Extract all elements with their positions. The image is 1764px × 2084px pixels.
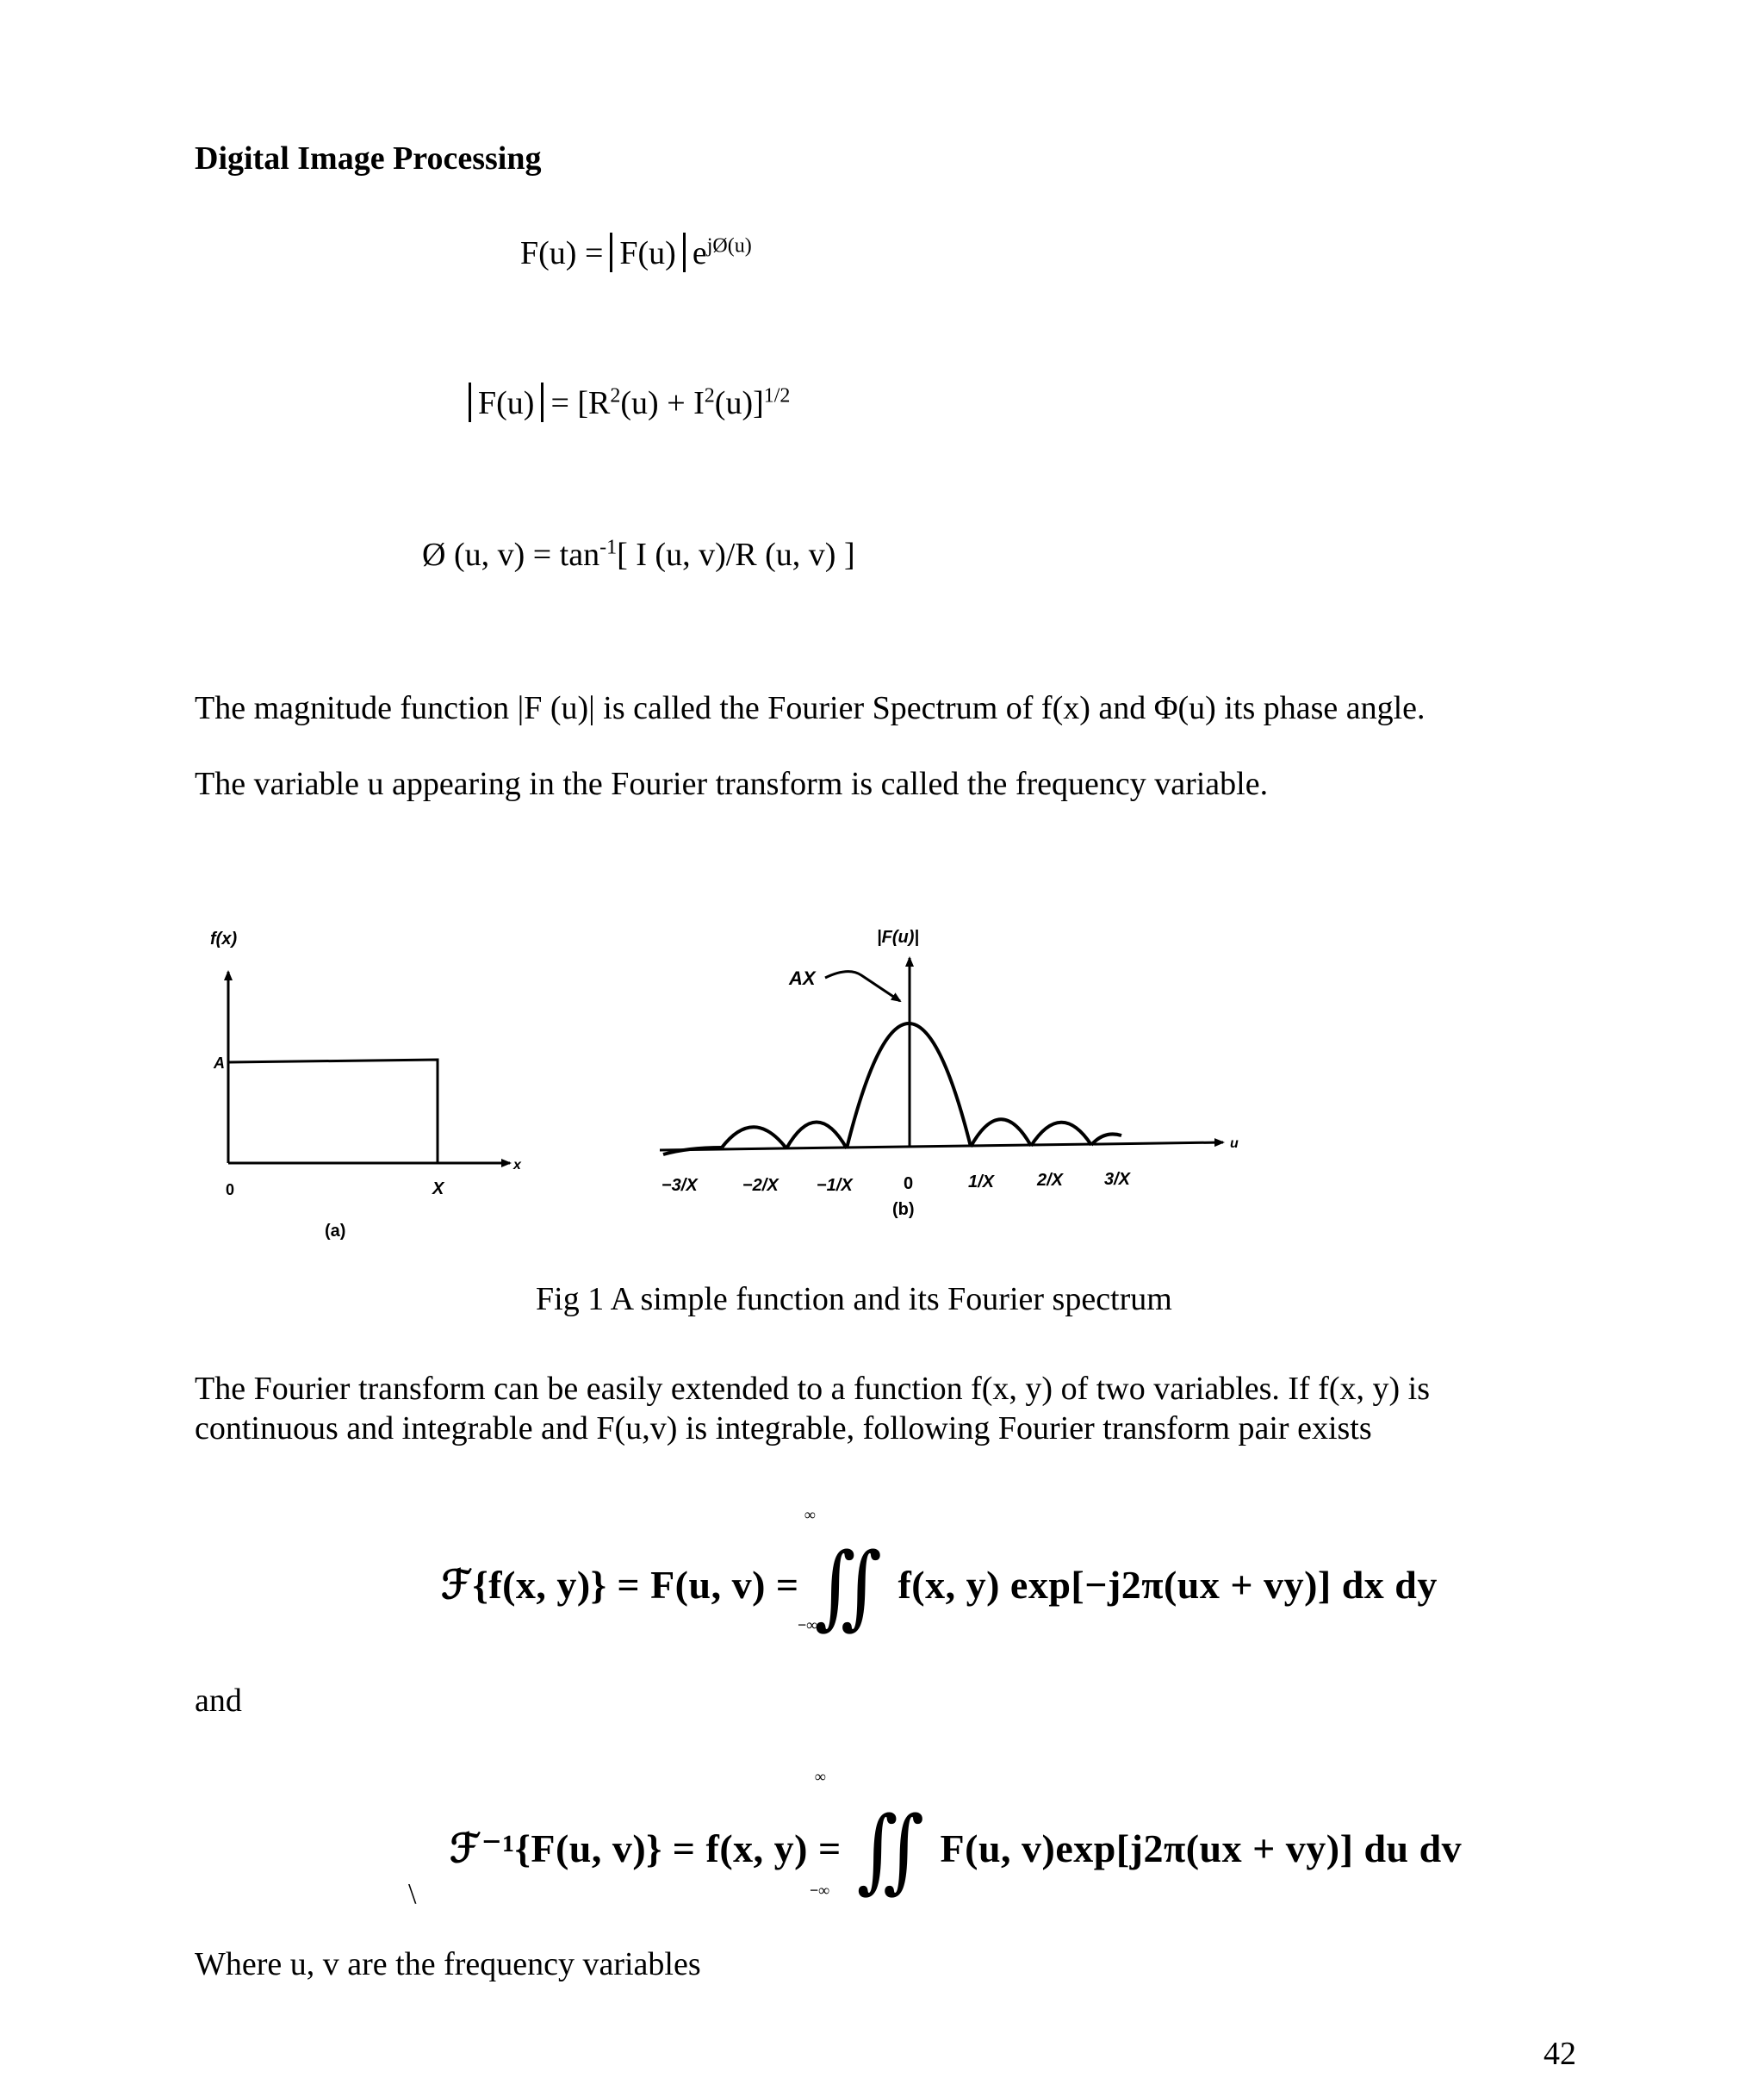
eq2-rhs-a: = [R — [550, 385, 611, 421]
eq2-rhs-c: (u)] — [714, 385, 764, 421]
abs-bar-left — [610, 233, 612, 272]
forward-lhs: ℱ{f(x, y)} = F(u, v) = — [441, 1563, 799, 1607]
abs-bar-left — [469, 383, 471, 422]
label-Fu: |F(u)| — [877, 928, 919, 947]
eq2-mid: F(u) — [478, 385, 535, 421]
abs-bar-right — [541, 383, 543, 422]
label-X: X — [432, 1179, 444, 1198]
inverse-lower-limit: −∞ — [810, 1882, 830, 1899]
forward-rhs: f(x, y) exp[−j2π(ux + vy)] dx dy — [898, 1563, 1438, 1607]
tick-label-pos3: 3/X — [1104, 1170, 1131, 1189]
sidelobe-right-2 — [1031, 1123, 1091, 1146]
eq2-rhs-b: (u) + I — [620, 385, 705, 421]
sidelobe-left-3 — [722, 1127, 786, 1148]
page-header: Digital Image Processing — [195, 140, 542, 177]
sidelobe-left-4 — [663, 1148, 722, 1154]
formula-inverse-transform — [450, 1800, 1463, 1901]
paragraph-frequency-variable: The variable u appearing in the Fourier transform is called the frequency variable. — [195, 766, 1269, 802]
abs-bar-right — [683, 233, 686, 272]
peak-pointer-arrow — [825, 972, 900, 1001]
formula-forward-transform — [441, 1536, 1438, 1638]
forward-lower-limit: −∞ — [798, 1616, 818, 1633]
eq1-lhs: F(u) = — [520, 235, 604, 271]
panel-label-b: (b) — [892, 1200, 915, 1219]
tick-label-pos2: 2/X — [1037, 1171, 1064, 1190]
tick-label-neg3: −3/X — [662, 1176, 698, 1195]
equation-magnitude — [469, 383, 790, 422]
eq3-b: [ I (u, v)/R (u, v) ] — [617, 537, 855, 573]
tick-label-neg1: −1/X — [817, 1176, 853, 1195]
paragraph-2d-extension-line2: continuous and integrable and F(u,v) is integrable, following Fourier transform pair exists — [195, 1410, 1372, 1446]
tick-label-neg2: −2/X — [742, 1176, 779, 1195]
inverse-lhs: ℱ⁻¹{F(u, v)} = f(x, y) = — [450, 1826, 842, 1870]
stray-backslash: \ — [408, 1878, 417, 1910]
eq3-a: Ø (u, v) = tan — [422, 537, 600, 573]
label-fx: f(x) — [210, 930, 238, 949]
label-AX: AX — [789, 967, 816, 989]
label-x-axis-a: x — [513, 1158, 521, 1173]
figure-1 — [181, 905, 1309, 1258]
eq1-mid: F(u) — [619, 235, 676, 271]
page-number: 42 — [1544, 2036, 1576, 2072]
label-A: A — [214, 1054, 225, 1072]
paragraph-2d-extension-line1: The Fourier transform can be easily extended to a function f(x, y) of two variables. If f(x, y) is — [195, 1371, 1431, 1407]
label-u-axis: u — [1230, 1136, 1239, 1151]
eq2-sup-a: 2 — [610, 384, 621, 407]
panel-label-a: (a) — [325, 1222, 346, 1241]
double-integral-icon: ∬ — [814, 1536, 883, 1638]
eq1-exponent: jØ(u) — [706, 234, 752, 258]
panel-a — [210, 930, 522, 1241]
eq3-sup: -1 — [599, 536, 618, 559]
sidelobe-right-1 — [971, 1119, 1031, 1147]
panel-b — [660, 928, 1239, 1219]
forward-upper-limit: ∞ — [804, 1506, 816, 1523]
inverse-rhs: F(u, v)exp[j2π(ux + vy)] du dv — [940, 1826, 1463, 1870]
paragraph-magnitude: The magnitude function |F (u)| is called the Fourier Spectrum of f(x) and Φ(u) its phase angle. — [195, 690, 1425, 726]
inverse-upper-limit: ∞ — [815, 1768, 826, 1785]
word-and: and — [195, 1683, 242, 1719]
eq1-e: e — [692, 235, 707, 271]
tick-label-pos1: 1/X — [968, 1173, 995, 1191]
sidelobe-left-2 — [786, 1123, 847, 1149]
equation-polar-form — [520, 233, 752, 272]
double-integral-icon: ∬ — [856, 1800, 925, 1901]
figure-caption: Fig 1 A simple function and its Fourier spectrum — [536, 1281, 1172, 1317]
equation-phase — [422, 536, 855, 574]
paragraph-frequency-variables: Where u, v are the frequency variables — [195, 1946, 701, 1982]
eq2-sup-b: 2 — [704, 384, 715, 407]
rect-function — [228, 1060, 438, 1163]
eq2-sup-c: 1/2 — [763, 384, 791, 407]
label-origin-a: 0 — [226, 1181, 235, 1198]
tick-label-zero: 0 — [904, 1174, 914, 1193]
axis-x-b — [660, 1142, 1223, 1150]
